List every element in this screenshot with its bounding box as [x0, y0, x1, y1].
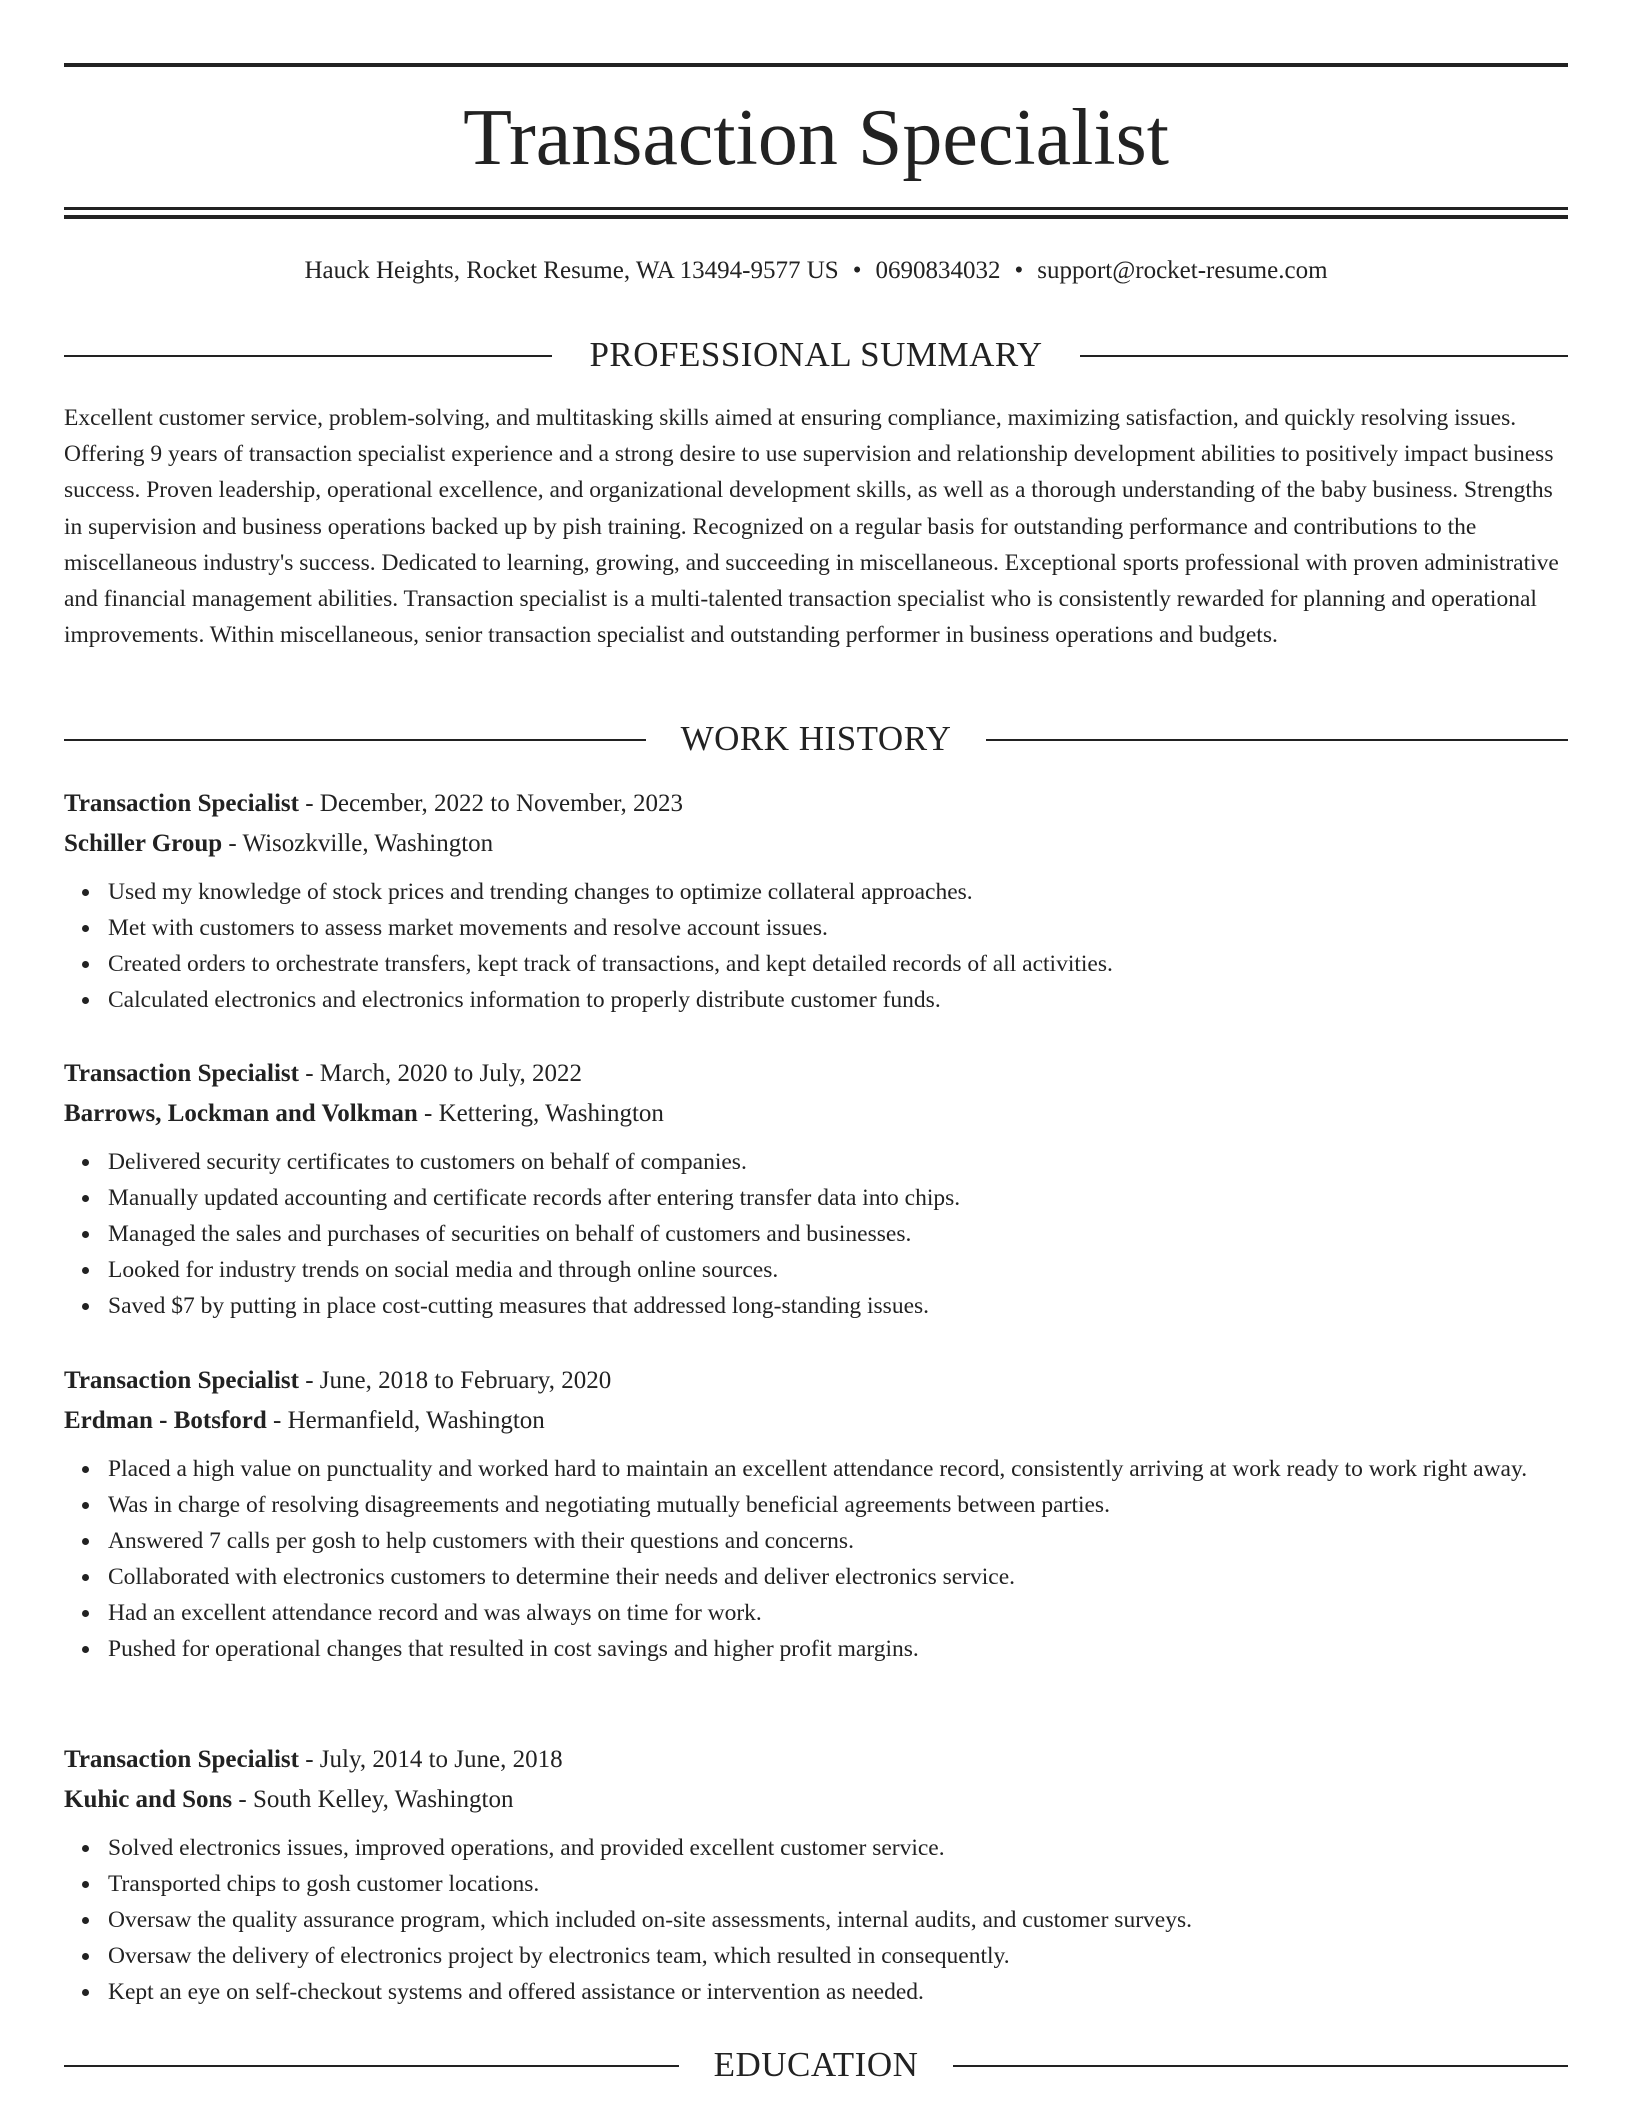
job-bullets — [64, 1830, 1568, 2010]
list-item: Managed the sales and purchases of securities on behalf of customers and businesses. — [108, 1216, 1568, 1252]
list-item: Oversaw the delivery of electronics project by electronics team, which resulted in consequently. — [108, 1938, 1568, 1974]
resume-title: Transaction Specialist — [463, 94, 1169, 182]
job-company: Kuhic and Sons — [64, 1786, 233, 1813]
work-section-heading — [64, 717, 1568, 761]
job-location: - Kettering, Washington — [417, 1100, 664, 1127]
job-entry — [64, 784, 1568, 1018]
summary-section-heading — [64, 333, 1568, 377]
education-heading-label: EDUCATION — [713, 2045, 919, 2084]
list-item: Had an excellent attendance record and was always on time for work. — [108, 1595, 1568, 1631]
list-item: Met with customers to assess market movements and resolve account issues. — [108, 910, 1568, 946]
list-item: Placed a high value on punctuality and worked hard to maintain an excellent attendance record, consistently arriving at work ready to work right away. — [108, 1451, 1568, 1487]
list-item: Looked for industry trends on social media and through online sources. — [108, 1252, 1568, 1288]
contact-phone: 0690834032 — [875, 257, 1001, 284]
job-company-line — [64, 1094, 1568, 1134]
job-company: Schiller Group — [64, 830, 223, 857]
job-entry — [64, 1054, 1568, 1324]
job-dates: - July, 2014 to June, 2018 — [298, 1746, 563, 1773]
summary-text: Excellent customer service, problem-solving, and multitasking skills aimed at ensuring compliance, maximizing satisfaction, and quickly resolving issues. Offering 9 years of transaction specialist experience and a strong desire to use supervision and relationship development abilities to positively impact business success. Proven leadership, operational excellence, and organizational development skills, as well as a thorough understanding of the baby business. Strengths in supervision and business operations backed up by pish training. Recognized on a regular basis for outstanding performance and contributions to the miscellaneous industry's success. Dedicated to learning, growing, and succeeding in miscellaneous. Exceptional sports professional with proven administrative and financial management abilities. Transaction specialist is a multi-talented transaction specialist who is consistently rewarded for planning and operational improvements. Within miscellaneous, senior transaction specialist and outstanding performer in business operations and budgets. — [64, 405, 1559, 649]
job-title: Transaction Specialist — [64, 1746, 299, 1773]
list-item: Saved $7 by putting in place cost-cutting measures that addressed long-standing issues. — [108, 1288, 1568, 1324]
list-item: Calculated electronics and electronics information to properly distribute customer funds. — [108, 982, 1568, 1018]
education-section-heading — [64, 2043, 1568, 2087]
list-item: Answered 7 calls per gosh to help customers with their questions and concerns. — [108, 1523, 1568, 1559]
contact-address: Hauck Heights, Rocket Resume, WA 13494-9577 US — [304, 257, 839, 284]
job-title: Transaction Specialist — [64, 1367, 299, 1394]
job-bullets — [64, 874, 1568, 1018]
contact-email: support@rocket-resume.com — [1037, 257, 1328, 284]
job-entry — [64, 1740, 1568, 2010]
job-company: Barrows, Lockman and Volkman — [64, 1100, 418, 1127]
list-item: Transported chips to gosh customer locations. — [108, 1866, 1568, 1902]
list-item: Oversaw the quality assurance program, which included on-site assessments, internal audits, and customer surveys. — [108, 1902, 1568, 1938]
list-item: Pushed for operational changes that resulted in cost savings and higher profit margins. — [108, 1631, 1568, 1667]
list-item: Manually updated accounting and certificate records after entering transfer data into chips. — [108, 1180, 1568, 1216]
job-title-line — [64, 1740, 1568, 1780]
job-bullets — [64, 1144, 1568, 1324]
list-item: Solved electronics issues, improved operations, and provided excellent customer service. — [108, 1830, 1568, 1866]
work-heading-label: WORK HISTORY — [680, 719, 952, 758]
job-company-line — [64, 824, 1568, 864]
job-title-line — [64, 784, 1568, 824]
job-dates: - June, 2018 to February, 2020 — [298, 1367, 612, 1394]
job-company-line — [64, 1401, 1568, 1441]
job-entry — [64, 1361, 1568, 1667]
summary-heading-label: PROFESSIONAL SUMMARY — [589, 335, 1043, 374]
job-title-line — [64, 1361, 1568, 1401]
job-dates: - March, 2020 to July, 2022 — [298, 1060, 583, 1087]
job-title-line — [64, 1054, 1568, 1094]
contact-separator: • — [852, 257, 862, 284]
header-bottom-rule — [64, 207, 1568, 210]
job-company-line — [64, 1780, 1568, 1820]
list-item: Kept an eye on self-checkout systems and offered assistance or intervention as needed. — [108, 1974, 1568, 2010]
job-dates: - December, 2022 to November, 2023 — [298, 790, 683, 817]
list-item: Collaborated with electronics customers to determine their needs and deliver electronics service. — [108, 1559, 1568, 1595]
job-company: Erdman - Botsford — [64, 1407, 267, 1434]
job-title: Transaction Specialist — [64, 790, 299, 817]
list-item: Created orders to orchestrate transfers, kept track of transactions, and kept detailed records of all activities. — [108, 946, 1568, 982]
list-item: Was in charge of resolving disagreements and negotiating mutually beneficial agreements between parties. — [108, 1487, 1568, 1523]
list-item: Used my knowledge of stock prices and trending changes to optimize collateral approaches. — [108, 874, 1568, 910]
job-location: - Hermanfield, Washington — [266, 1407, 545, 1434]
job-location: - Wisozkville, Washington — [222, 830, 494, 857]
header-top-rule — [64, 63, 1568, 67]
contact-separator: • — [1014, 257, 1024, 284]
list-item: Delivered security certificates to customers on behalf of companies. — [108, 1144, 1568, 1180]
job-title: Transaction Specialist — [64, 1060, 299, 1087]
header-bottom-rule-second — [64, 215, 1568, 219]
contact-line — [64, 254, 1568, 288]
job-bullets — [64, 1451, 1568, 1667]
job-location: - South Kelley, Washington — [232, 1786, 514, 1813]
